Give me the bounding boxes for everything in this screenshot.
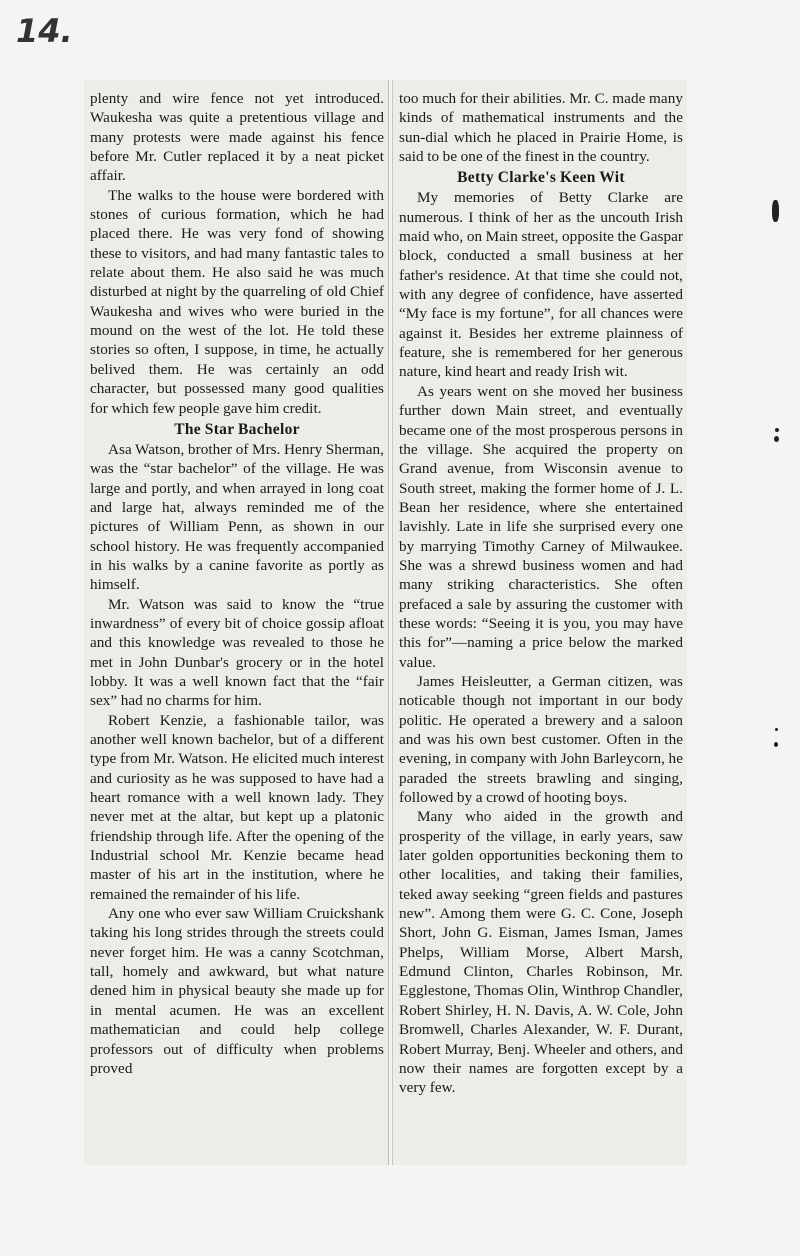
clipping-right-column	[392, 80, 687, 1165]
left-column-text	[84, 80, 388, 1078]
left-paragraph-3: Asa Watson, brother of Mrs. Henry Sherman, was the “star bachelor” of the village. He was large and portly, and when arrayed in long coat and large hat, always reminded me of the pictures of William Penn, as shown in our school history. He was frequently accompanied in his walks by a canine favorite as portly as himself.	[90, 440, 384, 594]
scan-speck-1	[772, 200, 779, 222]
section-heading-betty-clarke: Betty Clarke's Keen Wit	[457, 169, 625, 187]
scan-speck-4	[775, 728, 778, 731]
right-paragraph-3: As years went on she moved her business further down Main street, and eventually became one of the most prosperous persons in the village. She acquired the property on Grand avenue, from Wisconsin avenue to South street, making the former home of J. L. Bean her residence, where she entertained lavishly. Late in life she surprised every one by marrying Timothy Carney of Milwaukee. She was a shrewd business women and had many striking characteristics. She often prefaced a sale by assuring the customer with these words: “Seeing it is you, you may have this for”—naming a price below the marked value.	[399, 382, 683, 671]
left-paragraph-5: Robert Kenzie, a fashionable tailor, was another well known bachelor, but of a different type from Mr. Watson. He elicited much interest and curiosity as he was supposed to have had a heart romance with a well known lady. They never met at the altar, but kept up a platonic friendship through life. After the opening of the Industrial school Mr. Kenzie became head master of his art in the institution, where he remained the remainder of his life.	[90, 711, 384, 903]
right-paragraph-4: James Heisleutter, a German citizen, was noticable though not important in our body politic. He operated a brewery and a saloon and was his own best customer. Often in the evening, in company with John Barleycorn, he paraded the streets brawling and singing, followed by a crowd of hooting boys.	[399, 672, 683, 807]
scan-speck-5	[774, 742, 778, 747]
left-paragraph-1: plenty and wire fence not yet introduced. Waukesha was quite a pretentious village and many protests were made against his fence before Mr. Cutler replaced it by a neat picket affair.	[90, 90, 384, 185]
scan-speck-3	[774, 436, 779, 442]
section-heading-star-bachelor: The Star Bachelor	[174, 420, 300, 438]
left-paragraph-4: Mr. Watson was said to know the “true inwardness” of every bit of choice gossip afloat and this knowledge was revealed to those he met in John Dunbar's grocery or in the hotel lobby. It was a well known fact that the “fair sex” had no charms for him.	[90, 595, 384, 710]
page-number: 14.	[16, 12, 73, 50]
right-column-text	[393, 80, 687, 1098]
left-paragraph-2: The walks to the house were bordered with stones of curious formation, which he had placed there. He was very fond of showing these to visitors, and had many fantastic tales to relate about them. He also said he was much disturbed at night by the quarreling of old Chief Waukesha and wives who were buried in the mound on the west of the lot. He told these stories so often, I suppose, in time, he actually belived them. He was certainly an odd character, but possessed many good qualities for which few people gave him credit.	[90, 186, 384, 417]
clipping-left-column	[84, 80, 389, 1165]
right-paragraph-2: My memories of Betty Clarke are numerous. I think of her as the uncouth Irish maid who, on Main street, opposite the Gaspar block, conducted a small business at her father's residence. At that time she could not, with any degree of confidence, have asserted “My face is my fortune”, for all chances were against it. Besides her extreme plainness of feature, she is remembered for her generous nature, kind heart and ready Irish wit.	[399, 189, 684, 381]
scan-speck-2	[775, 428, 779, 432]
left-paragraph-6: Any one who ever saw William Cruickshank taking his long strides through the streets could never forget him. He was a canny Scotchman, tall, homely and awkward, but what nature dened him in physical beauty she made up for in mental acumen. He was an excellent mathematician and could help college professors out of difficulty when problems proved	[90, 905, 384, 1077]
right-paragraph-1: too much for their abilities. Mr. C. made many kinds of mathematical instruments and the sun-dial which he placed in Prairie Home, is said to be one of the finest in the country.	[399, 90, 683, 166]
right-paragraph-5: Many who aided in the growth and prosperity of the village, in early years, saw later golden opportunities beckoning them to other localities, and taking their families, teked away seeking “green fields and pastures new”. Among them were G. C. Cone, Joseph Short, John G. Eisman, James Isman, James Phelps, William Morse, Albert Marsh, Edmund Clinton, Charles Robinson, Mr. Egglestone, Thomas Olin, Winthrop Chandler, Robert Shirley, H. N. Davis, A. W. Cole, John Bromwell, Charles Alexander, W. F. Durant, Robert Murray, Benj. Wheeler and others, and now their names are forgotten except by a very few.	[399, 808, 683, 1097]
